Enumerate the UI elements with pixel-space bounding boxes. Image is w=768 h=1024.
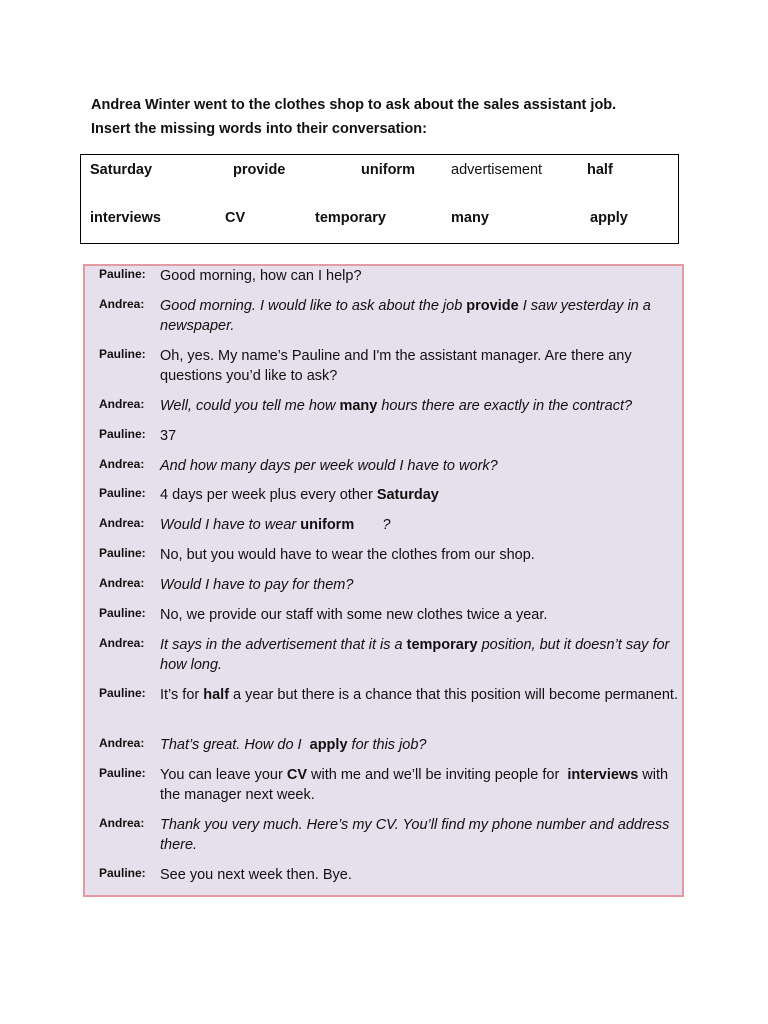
instruction-line-2: Insert the missing words into their conversation: (91, 121, 427, 137)
dialogue-line (160, 426, 680, 446)
speaker-label: Andrea: (99, 297, 145, 311)
dialogue-line (160, 396, 680, 416)
line-text: That’s great. How do I (160, 737, 310, 753)
dialogue-line (160, 765, 680, 805)
word-apply: apply (590, 210, 628, 226)
speaker-label: Andrea: (99, 397, 145, 411)
speaker-label: Pauline: (99, 486, 146, 500)
word-interviews: interviews (90, 210, 161, 226)
line-text: for this job? (347, 737, 427, 753)
answer-word: half (203, 687, 230, 703)
line-text: 37 (160, 428, 177, 444)
speaker-label: Pauline: (99, 347, 146, 361)
line-text: Would I have to pay for them? (160, 577, 354, 593)
word-provide: provide (233, 162, 286, 178)
word-saturday: Saturday (90, 162, 153, 178)
instruction-line-1: Andrea Winter went to the clothes shop to ask about the sales assistant job. (91, 97, 617, 113)
word-temporary: temporary (315, 210, 386, 226)
answer-word: Saturday (376, 487, 439, 503)
answer-word: CV (286, 767, 307, 783)
dialogue-box (83, 264, 684, 897)
line-text: No, but you would have to wear the clothes from our shop. (160, 547, 535, 563)
answer-word: temporary (406, 637, 478, 653)
line-text: Thank you very much. Here’s my CV. You’ll find my phone number and address there. (160, 817, 674, 853)
word-many: many (451, 210, 489, 226)
line-text: a year but there is a chance that this position will become permanent. (229, 687, 678, 703)
speaker-label: Andrea: (99, 576, 145, 590)
dialogue-line (160, 685, 680, 705)
answer-word: provide (466, 298, 519, 314)
dialogue-line (160, 815, 680, 855)
line-text: hours there are exactly in the contract? (377, 398, 633, 414)
line-text: position, but it doesn’t say for how long. (160, 637, 674, 673)
dialogue-line (160, 865, 680, 885)
answer-word: many (339, 398, 378, 414)
speaker-label: Pauline: (99, 267, 146, 281)
line-text: It says in the advertisement that it is a (160, 637, 407, 653)
word-cv: CV (225, 210, 246, 226)
instructions (91, 93, 731, 141)
speaker-label: Andrea: (99, 816, 145, 830)
speaker-label: Pauline: (99, 766, 146, 780)
speaker-label: Pauline: (99, 686, 146, 700)
word-uniform: uniform (361, 162, 415, 178)
dialogue-line (160, 545, 680, 565)
line-text: No, we provide our staff with some new clothes twice a year. (160, 607, 548, 623)
answer-word: uniform (300, 517, 355, 533)
speaker-label: Pauline: (99, 427, 146, 441)
dialogue-line (160, 735, 680, 755)
line-text: Good morning, how can I help? (160, 268, 362, 284)
speaker-label: Pauline: (99, 546, 146, 560)
line-text: Good morning. I would like to ask about the job (160, 298, 467, 314)
dialogue-line (160, 346, 680, 386)
speaker-label: Andrea: (99, 636, 145, 650)
line-text: And how many days per week would I have to work? (160, 458, 498, 474)
line-text: I saw yesterday in a newspaper. (160, 298, 655, 334)
line-text: Would I have to wear (160, 517, 301, 533)
line-text: 4 days per week plus every other (160, 487, 377, 503)
dialogue-line (160, 296, 680, 336)
word-half: half (587, 162, 613, 178)
line-text: You can leave your (160, 767, 287, 783)
line-text: Oh, yes. My name’s Pauline and I'm the assistant manager. Are there any questions you’d like to ask? (160, 348, 636, 384)
line-text: Well, could you tell me how (160, 398, 340, 414)
line-text: See you next week then. Bye. (160, 867, 352, 883)
dialogue-line (160, 456, 680, 476)
dialogue-line (160, 575, 680, 595)
word-advertisement: advertisement (451, 162, 543, 178)
line-text: with me and we’ll be inviting people for (307, 767, 568, 783)
answer-word: interviews (567, 767, 639, 783)
speaker-label: Andrea: (99, 516, 145, 530)
speaker-label: Pauline: (99, 866, 146, 880)
speaker-label: Andrea: (99, 736, 145, 750)
word-bank (80, 154, 679, 244)
line-text: ? (354, 517, 391, 533)
speaker-label: Pauline: (99, 606, 146, 620)
line-text: It’s for (160, 687, 204, 703)
answer-word: apply (309, 737, 348, 753)
dialogue-line (160, 485, 680, 505)
dialogue-line (160, 515, 680, 535)
line-text: with the manager next week. (160, 767, 673, 803)
dialogue-line (160, 266, 680, 286)
dialogue-line (160, 605, 680, 625)
dialogue-line (160, 635, 680, 675)
speaker-label: Andrea: (99, 457, 145, 471)
